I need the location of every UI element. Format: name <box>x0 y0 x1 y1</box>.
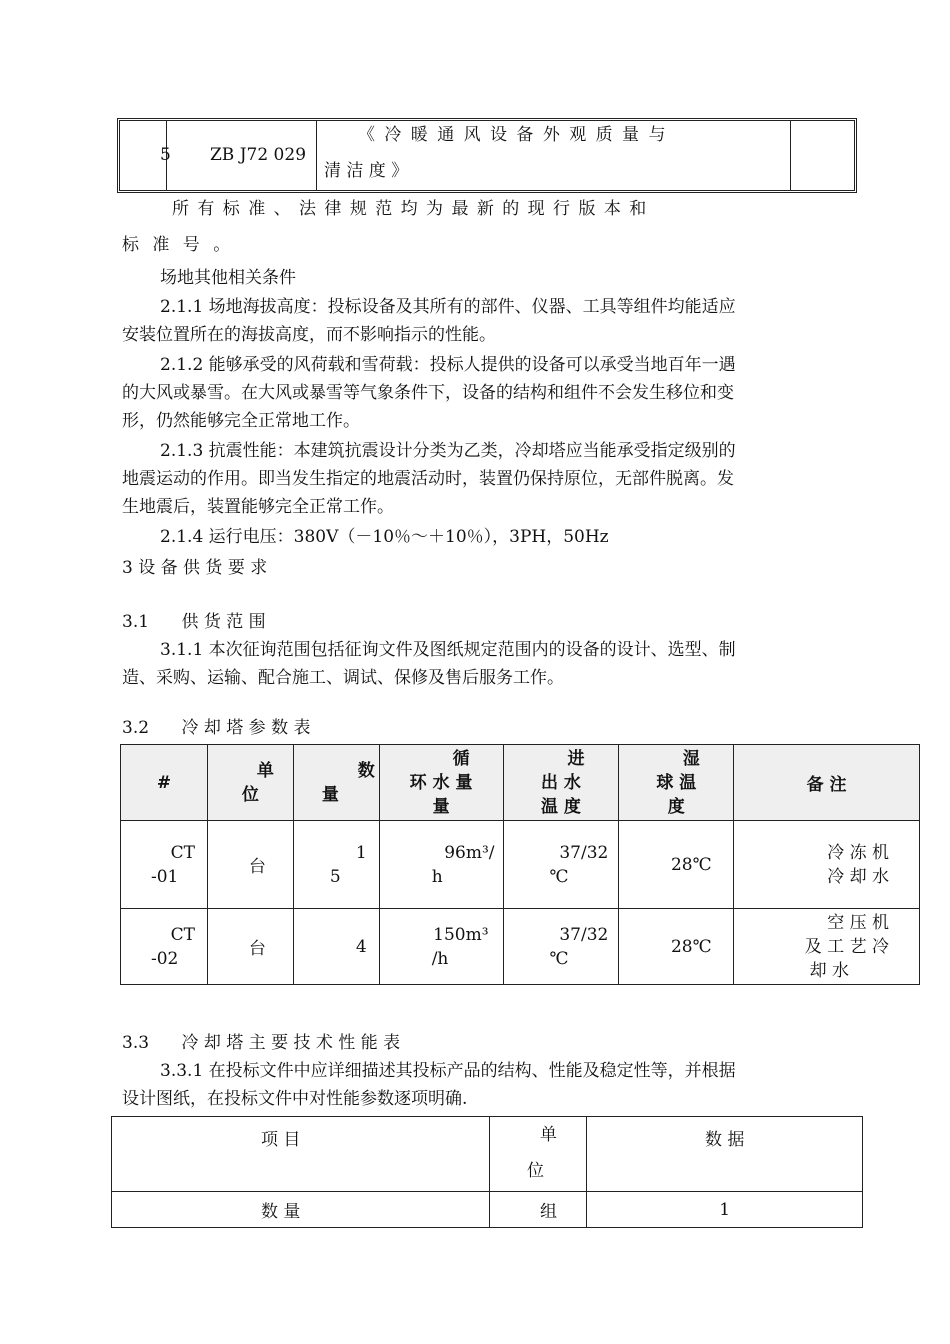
param-header-qty-b: 量 <box>321 784 339 805</box>
perf-row1-unit <box>490 1192 587 1228</box>
param-row2-id <box>121 909 208 985</box>
perf-header-unit-a: 单 <box>539 1125 557 1145</box>
param-row2-flow <box>379 909 503 985</box>
param-row1-unit <box>207 821 293 909</box>
standards-note-line2: 标 准 号 。 <box>122 235 231 255</box>
standards-col-divider-3 <box>790 121 791 190</box>
standards-row-title-line1: 《 冷 暖 通 风 设 备 外 观 质 量 与 <box>358 125 666 145</box>
para-2-1-3-line1: 2.1.3 抗震性能：本建筑抗震设计分类为乙类，冷却塔应当能承受指定级别的 <box>160 441 736 461</box>
section-3-1-heading: 3.1 供 货 范 围 <box>122 612 266 632</box>
param-row2-temp-a: 37/32 <box>559 924 609 945</box>
performance-table <box>111 1116 863 1228</box>
param-row1-qty-a: 1 <box>355 842 367 863</box>
param-row2-temp-b: ℃ <box>549 948 569 969</box>
param-row1-flow-b: h <box>431 866 443 887</box>
param-header-inout-b: 出 水 <box>540 772 581 793</box>
param-row2-unit <box>207 909 293 985</box>
param-row1-temp-a: 37/32 <box>559 842 609 863</box>
para-2-1-2-line1: 2.1.2 能够承受的风荷载和雪荷载：投标人提供的设备可以承受当地百年一遇 <box>160 355 736 375</box>
param-row2-note-b: 及 工 艺 冷 <box>804 936 889 957</box>
param-row2-temp <box>503 909 619 985</box>
param-header-wetbulb-b: 球 温 <box>656 772 697 793</box>
param-row1-temp-b: ℃ <box>549 866 569 887</box>
param-row2-id-b: -02 <box>151 948 179 969</box>
param-row1-id-b: -01 <box>151 866 179 887</box>
param-row2-qty <box>293 909 379 985</box>
para-3-3-1-line2: 设计图纸，在投标文件中对性能参数逐项明确. <box>122 1089 468 1109</box>
param-row2-flow-b: /h <box>431 948 449 969</box>
section-3-heading: 3 设 备 供 货 要 求 <box>122 558 268 578</box>
param-header-flow <box>379 745 503 821</box>
param-header-qty <box>293 745 379 821</box>
standards-row-title-line2: 清 洁 度 》 <box>324 161 409 181</box>
param-header-note <box>734 745 920 821</box>
perf-row1-data-text: 1 <box>719 1199 731 1220</box>
param-row1-qty <box>293 821 379 909</box>
param-table-header-row <box>121 745 920 821</box>
perf-header-unit <box>490 1117 587 1192</box>
param-header-wetbulb-c: 度 <box>667 796 685 817</box>
param-row2-id-a: CT <box>170 924 195 945</box>
perf-header-unit-b: 位 <box>526 1161 544 1181</box>
cooling-tower-param-table <box>120 744 920 985</box>
standards-row-code: ZB J72 029 <box>210 145 307 165</box>
param-row1-wetbulb <box>619 821 734 909</box>
para-3-1-1-line2: 造、采购、运输、配合施工、调试、保修及售后服务工作。 <box>122 668 564 688</box>
para-2-1-2-line2: 的大风或暴雪。在大风或暴雪等气象条件下，设备的结构和组件不会发生移位和变 <box>122 383 734 403</box>
para-2-1-1-line2: 安装位置所在的海拔高度，而不影响指示的性能。 <box>122 325 496 345</box>
param-row2-wetbulb-text: 28℃ <box>670 936 712 957</box>
param-row1-note-a: 冷 冻 机 <box>827 842 889 863</box>
para-2-1-2-line3: 形，仍然能够完全正常地工作。 <box>122 411 360 431</box>
param-row1-note <box>734 821 920 909</box>
param-row1-flow-a: 96m³/ <box>444 842 495 863</box>
param-header-id-label: # <box>156 772 172 793</box>
param-row2-note <box>734 909 920 985</box>
param-header-wetbulb <box>619 745 734 821</box>
param-row1-flow <box>379 821 503 909</box>
param-header-flow-a: 循 <box>452 748 470 769</box>
section-3-3-heading: 3.3 冷 却 塔 主 要 技 术 性 能 表 <box>122 1033 401 1053</box>
param-header-flow-c: 量 <box>432 796 450 817</box>
standards-table <box>117 118 857 193</box>
perf-row1-item-text: 数 量 <box>261 1202 301 1222</box>
para-2-1-3-line2: 地震运动的作用。即当发生指定的地震活动时，装置仍保持原位，无部件脱离。发 <box>122 469 734 489</box>
param-header-inout-a: 进 <box>567 748 585 769</box>
perf-header-data <box>587 1117 863 1192</box>
param-header-unit-a: 单 <box>256 760 274 781</box>
param-row1-temp <box>503 821 619 909</box>
param-row2-note-a: 空 压 机 <box>827 912 889 933</box>
param-header-id <box>121 745 208 821</box>
param-row2-unit-text: 台 <box>248 939 266 959</box>
para-2-1-3-line3: 生地震后，装置能够完全正常工作。 <box>122 497 394 517</box>
param-row2-note-c: 却 水 <box>809 960 849 981</box>
para-2-1-4: 2.1.4 运行电压：380V（－10％～＋10％），3PH，50Hz <box>160 527 609 547</box>
param-header-unit <box>207 745 293 821</box>
perf-row1-unit-text: 组 <box>539 1202 557 1222</box>
table-row <box>121 909 920 985</box>
perf-table-header-row <box>112 1117 863 1192</box>
para-3-3-1-line1: 3.3.1 在投标文件中应详细描述其投标产品的结构、性能及稳定性等，并根据 <box>160 1061 736 1081</box>
perf-header-data-label: 数 据 <box>704 1130 745 1150</box>
param-row1-id <box>121 821 208 909</box>
standards-row-number: 5 <box>160 145 171 165</box>
param-header-flow-b: 环 水 量 <box>409 772 473 793</box>
standards-col-divider-2 <box>316 121 317 190</box>
perf-header-item-label: 项 目 <box>261 1130 301 1150</box>
param-header-inout-temp <box>503 745 619 821</box>
perf-row1-item <box>112 1192 490 1228</box>
section-3-2-heading: 3.2 冷 却 塔 参 数 表 <box>122 718 311 738</box>
param-header-note-label: 备 注 <box>806 775 847 795</box>
site-conditions-heading: 场地其他相关条件 <box>160 268 296 288</box>
param-row1-qty-b: 5 <box>329 866 341 887</box>
table-row <box>112 1192 863 1228</box>
param-row2-qty-a: 4 <box>355 936 367 957</box>
table-row <box>121 821 920 909</box>
param-row1-id-a: CT <box>170 842 195 863</box>
perf-header-item <box>112 1117 490 1192</box>
para-3-1-1-line1: 3.1.1 本次征询范围包括征询文件及图纸规定范围内的设备的设计、选型、制 <box>160 640 736 660</box>
param-header-wetbulb-a: 湿 <box>682 748 700 769</box>
perf-row1-data <box>587 1192 863 1228</box>
param-header-unit-b: 位 <box>241 784 259 805</box>
standards-note-line1: 所 有 标 准 、 法 律 规 范 均 为 最 新 的 现 行 版 本 和 <box>172 199 647 219</box>
param-row1-unit-text: 台 <box>248 857 266 877</box>
param-row2-wetbulb <box>619 909 734 985</box>
param-row2-flow-a: 150m³ <box>433 924 489 945</box>
param-header-inout-c: 温 度 <box>540 796 581 817</box>
param-row1-note-b: 冷 却 水 <box>827 866 889 887</box>
param-row1-wetbulb-text: 28℃ <box>670 854 712 875</box>
param-header-qty-a: 数 <box>357 760 375 781</box>
para-2-1-1-line1: 2.1.1 场地海拔高度：投标设备及其所有的部件、仪器、工具等组件均能适应 <box>160 297 736 317</box>
